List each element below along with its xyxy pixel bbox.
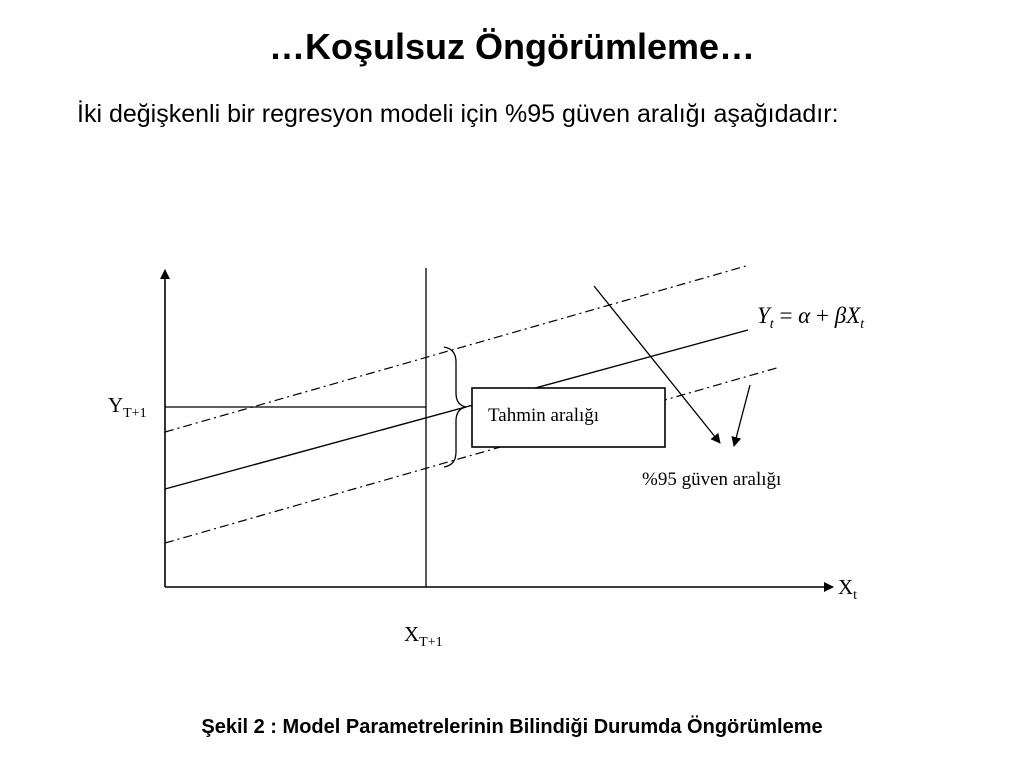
x-forecast-label-main: X	[404, 622, 420, 646]
equation-plus: +	[810, 303, 835, 328]
x-forecast-label-sub: T+1	[419, 635, 443, 650]
equation-x-sub: t	[860, 317, 865, 332]
y-forecast-label-main: Y	[108, 393, 124, 417]
x-axis-label-main: X	[838, 575, 854, 599]
figure-caption: Şekil 2 : Model Parametrelerinin Bilindiği Durumda Öngörümleme	[201, 716, 823, 738]
equation-alpha: α	[798, 303, 811, 328]
prediction-interval-brace	[444, 347, 466, 467]
slide-title: …Koşulsuz Öngörümleme…	[268, 26, 756, 67]
x-axis-label-sub: t	[853, 588, 858, 603]
x-forecast-label	[404, 622, 443, 650]
regression-equation	[757, 303, 865, 332]
equation-y: Y	[757, 303, 770, 328]
pointer-arrow-right	[734, 385, 750, 446]
confidence-interval-label: %95 güven aralığı	[642, 469, 782, 490]
equation-y-sub: t	[769, 317, 774, 332]
intro-text: İki değişkenli bir regresyon modeli için %95 güven aralığı aşağıdadır:	[77, 100, 839, 128]
y-forecast-label-sub: T+1	[123, 406, 147, 421]
prediction-interval-label: Tahmin aralığı	[488, 405, 600, 426]
x-axis-label	[838, 575, 857, 603]
equation-eq: =	[773, 303, 799, 328]
y-forecast-label	[108, 393, 147, 421]
equation-beta: β	[834, 303, 847, 328]
equation-x: X	[846, 303, 861, 328]
